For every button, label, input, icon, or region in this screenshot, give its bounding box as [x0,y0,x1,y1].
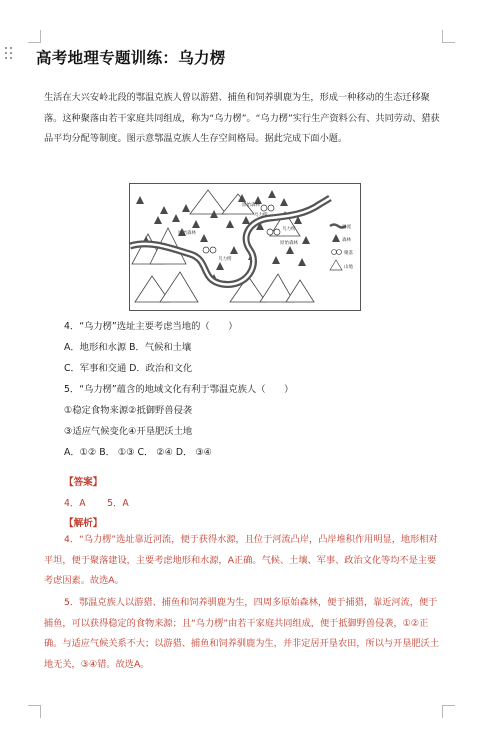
question-5-item-34: ③适应气候变化④开垦肥沃土地 [64,426,193,437]
analysis-heading: 【解析】 [64,518,103,529]
drag-handle-icon[interactable] [4,46,14,60]
question-5-options: A．①② B． ①③ C． ②④ D． ③④ [64,447,212,458]
legend-river: 河流 [342,225,351,230]
legend-settlement-icon [332,250,337,255]
document-title: 高考地理专题训练：乌力楞 [36,48,226,67]
map-label-forest-2: 原始森林 [280,241,298,246]
map-label-wulileng: 乌力楞 [218,257,232,262]
analysis-paragraph-5: 5．鄂温克族人以游猎、捕鱼和饲养驯鹿为生，四周多原始森林，便于捕猎，靠近河流，便于捕鱼，可以获得稳定的食物来源；且“乌力楞”由若干家庭共同组成，便于抵御野兽侵袭，①②正确。与适应气候关系不大；以游猎、捕鱼和饲养驯鹿为生，并非定居开垦农田，所以与开垦肥沃土地无关，③④错。故选A。 [44,597,440,670]
legend-mountain-icon [330,260,342,270]
map-label-wulileng-2: 乌力楞 [282,227,296,232]
figure-map [129,183,361,311]
map-label-wulileng-3: 乌力楞 [254,213,268,218]
legend-settlement: 聚落 [344,251,353,256]
legend-forest-icon [332,234,340,242]
question-4-stem: 4．“乌力楞”选址主要考虑当地的（ ） [64,321,238,332]
intro-paragraph: 生活在大兴安岭北段的鄂温克族人曾以游猎、捕鱼和饲养驯鹿为生，形成一种移动的生态迁移聚落。这种聚落由若干家庭共同组成，称为“乌力楞”。“乌力楞”实行生产资料公有、共同劳动、猎获品平均分配等制度。图示意鄂温克族人生存空间格局。据此完成下面小题。 [44,92,440,144]
crop-mark-bottom-left [28,705,41,718]
crop-mark-bottom-right [442,705,455,718]
answer-text: 4．A 5．A [64,498,129,509]
legend-forest: 森林 [342,238,351,243]
answer-heading: 【答案】 [64,477,103,488]
map-svg [130,184,360,310]
question-5-stem: 5．“乌力楞”蕴含的地域文化有利于鄂温克族人（ ） [64,384,294,395]
legend-settlement-icon-2 [337,250,342,255]
map-label-forest-3: 原始森林 [242,203,260,208]
analysis-paragraph-4: 4．“乌力楞”选址靠近河流，便于获得水源，且位于河流凸岸，凸岸堆积作用明显，地形相对平坦，便于聚落建设，主要考虑地形和水源，A正确。气候、土壤、军事、政治文化等均不是主要考虑因素。故选A。 [44,534,438,586]
map-label-forest: 原始森林 [178,231,196,236]
crop-mark-top-right [442,30,455,43]
crop-mark-top-left [28,30,41,43]
legend-mountain: 山地 [344,265,353,270]
question-4-options-ab: A．地形和水源 B．气候和土壤 [64,342,192,353]
question-4-options-cd: C．军事和交通 D．政治和文化 [64,363,193,374]
question-5-item-12: ①稳定食物来源②抵御野兽侵袭 [64,405,193,416]
